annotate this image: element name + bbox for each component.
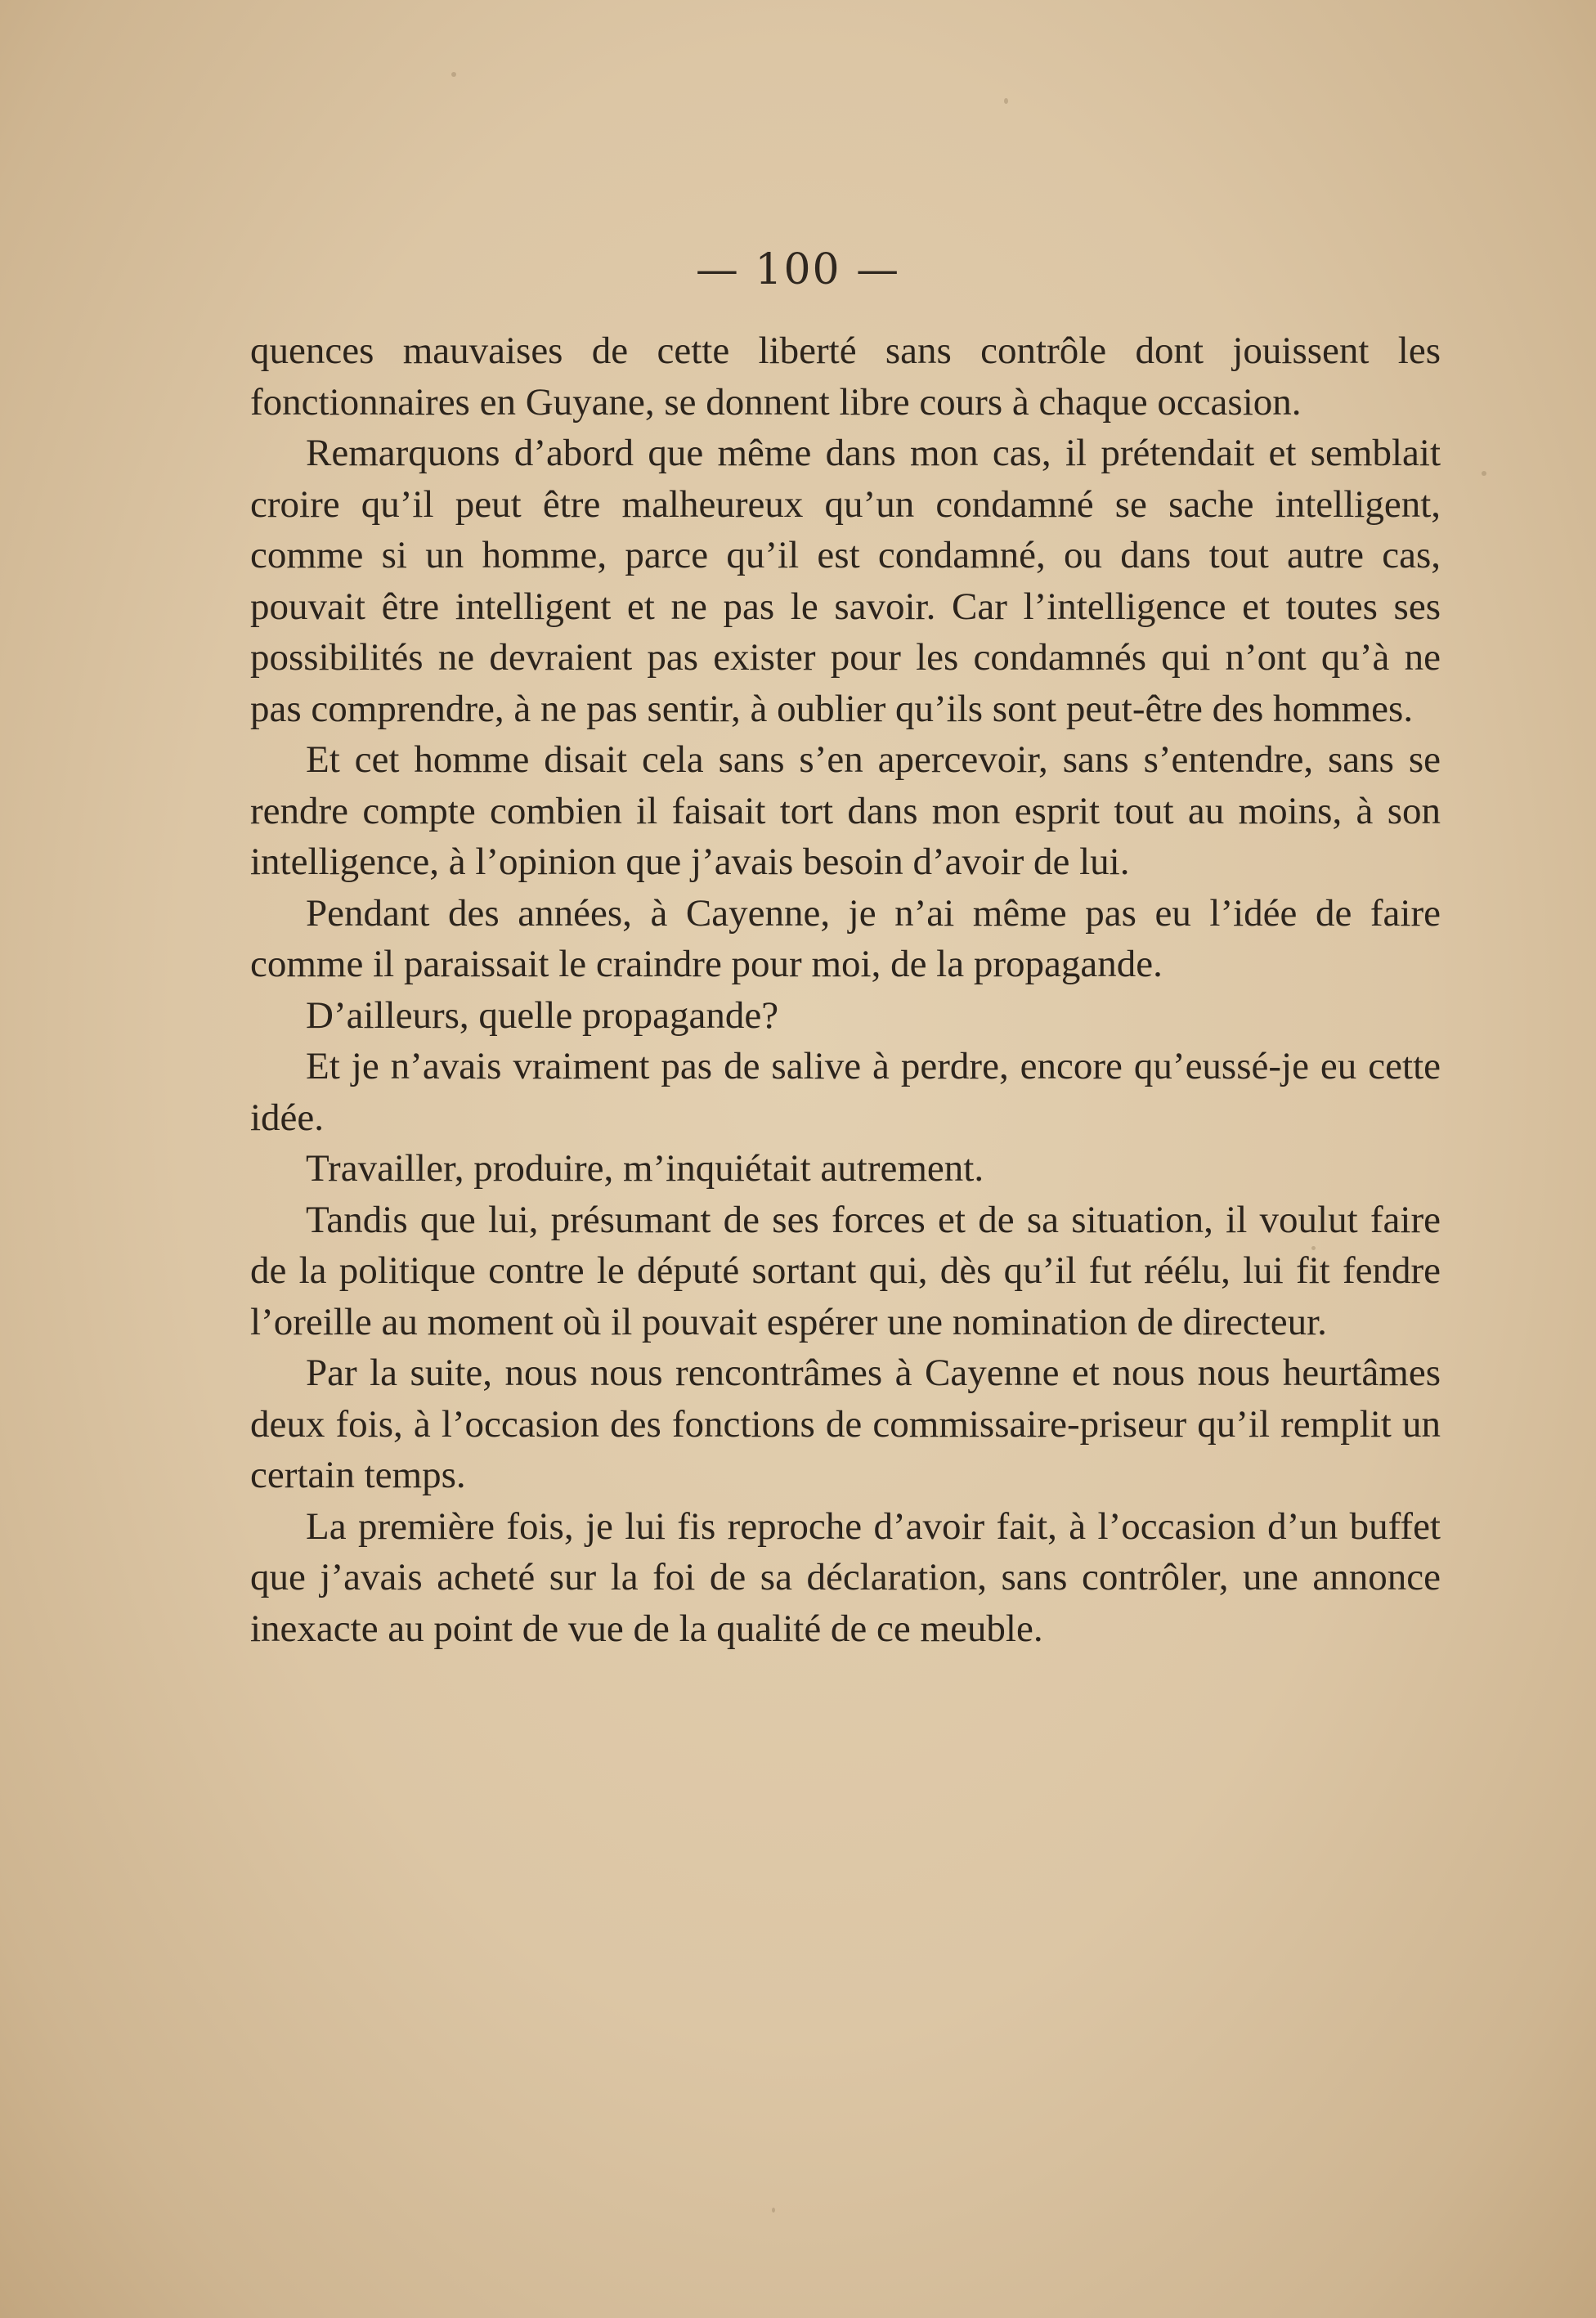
paragraph: Travailler, produire, m’inquiétait autrement. (306, 1147, 984, 1190)
paper-speck (1482, 471, 1486, 476)
page-number: — 100 — (695, 245, 901, 294)
paragraph: Pendant des années, à Cayenne, je n’ai même pas eu l’idée de faire comme il paraissait le craindre pour moi, de la propagande. (250, 891, 1441, 985)
paragraph: Remarquons d’abord que même dans mon cas, il prétendait et semblait croire qu’il peut être malheureux qu’un condamné se sache intelligent, comme si un homme, parce qu’il est condamné, ou dans tout autre cas, pouvait être intelligent et ne pas le savoir. Car l’intelligence et toutes ses possibilités ne devraient pas exister pour les condamnés qui n’ont qu’à ne pas comprendre, à ne pas sentir, à oublier qu’ils sont peut-être des hommes. (250, 432, 1441, 730)
body-text (250, 325, 1441, 1654)
paragraph: Et cet homme disait cela sans s’en apercevoir, sans s’entendre, sans se rendre compte combien il faisait tort dans mon esprit tout au moins, à son intelligence, à l’opinion que j’avais besoin d’avoir de lui. (250, 738, 1441, 883)
paragraph: Tandis que lui, présumant de ses forces et de sa situation, il voulut faire de la politique contre le député sortant qui, dès qu’il fut réélu, lui fit fendre l’oreille au moment où il pouvait espérer une nomination de directeur. (250, 1198, 1441, 1343)
paper-speck (772, 2208, 775, 2213)
paragraph: Par la suite, nous nous rencontrâmes à Cayenne et nous nous heurtâmes deux fois, à l’occasion des fonctions de commissaire-priseur qu’il remplit un certain temps. (250, 1352, 1441, 1496)
paragraph: La première fois, je lui fis reproche d’avoir fait, à l’occasion d’un buffet que j’avais acheté sur la foi de sa déclaration, sans contrôler, une annonce inexacte au point de vue de la qualité de ce meuble. (250, 1504, 1441, 1650)
paper-speck (1004, 98, 1008, 104)
paragraph: Et je n’avais vraiment pas de salive à perdre, encore qu’eussé-je eu cette idée. (250, 1045, 1441, 1139)
paper-speck (451, 72, 456, 77)
paragraph: quences mauvaises de cette liberté sans contrôle dont jouissent les fonctionnaires en Guyane, se donnent libre cours à chaque occasion. (250, 330, 1441, 424)
paragraph: D’ailleurs, quelle propagande? (306, 993, 779, 1037)
